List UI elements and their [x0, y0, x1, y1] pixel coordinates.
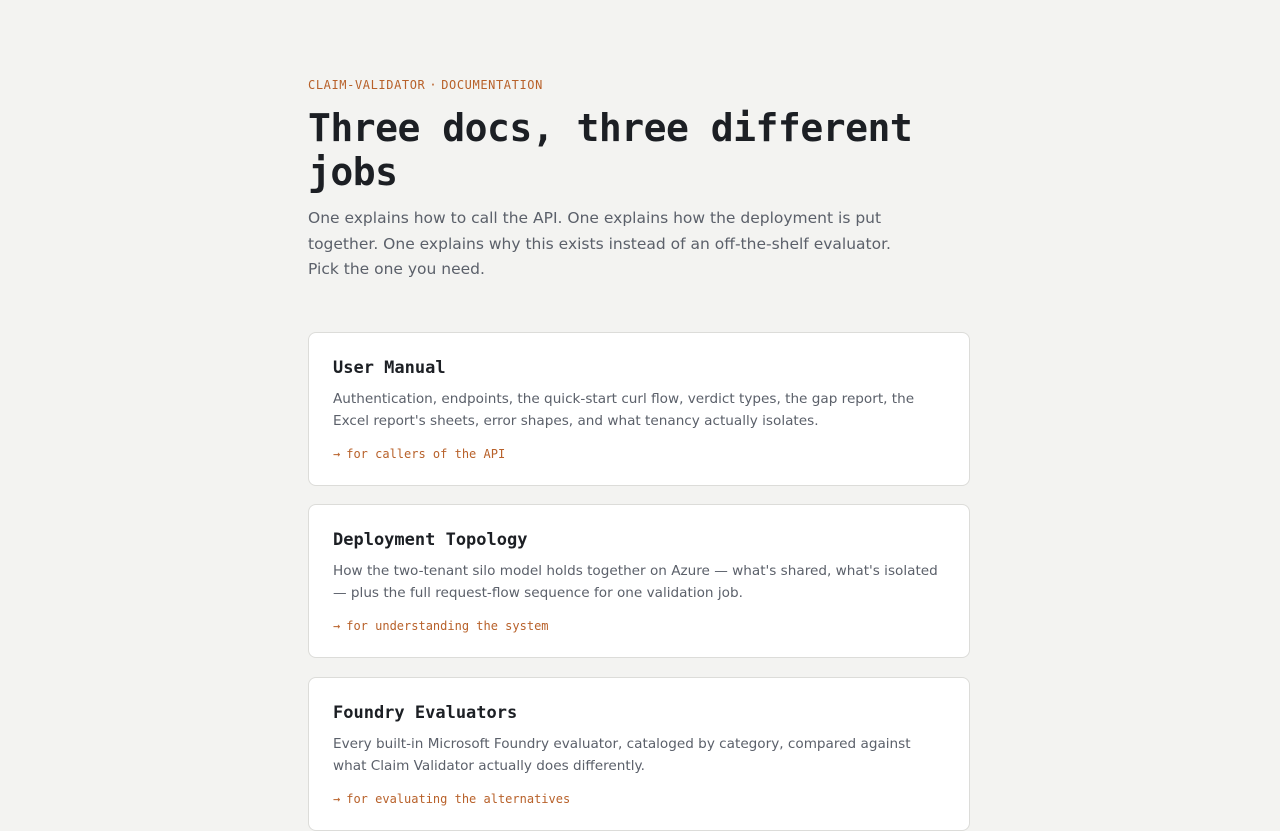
page-title: Three docs, three different jobs	[308, 106, 913, 194]
arrow-right-icon: →	[333, 619, 341, 633]
doc-card-title: User Manual	[333, 358, 446, 378]
doc-card-user-manual[interactable]	[308, 332, 970, 486]
arrow-right-icon: →	[333, 447, 341, 461]
doc-card-title: Foundry Evaluators	[333, 703, 518, 723]
doc-card-audience-link	[333, 791, 570, 807]
doc-card-description: Authentication, endpoints, the quick-start curl flow, verdict types, the gap report, the Excel report's sheets, error shapes, and what tenancy actually isolates.	[333, 391, 915, 429]
breadcrumb	[308, 78, 543, 92]
breadcrumb-section: DOCUMENTATION	[441, 78, 543, 92]
doc-card-deployment-topology[interactable]	[308, 504, 970, 658]
arrow-right-icon: →	[333, 792, 341, 806]
doc-card-description: How the two-tenant silo model holds together on Azure — what's shared, what's isolated — plus the full request-flow sequence for one validation job.	[333, 563, 938, 601]
page-intro: One explains how to call the API. One explains how the deployment is put together. One explains why this exists instead of an off-the-shelf evaluator. Pick the one you need.	[308, 209, 891, 278]
doc-card-audience-link	[333, 618, 549, 634]
breadcrumb-separator: ·	[429, 78, 438, 92]
doc-card-description: Every built-in Microsoft Foundry evaluator, cataloged by category, compared against what Claim Validator actually does differently.	[333, 736, 911, 774]
doc-card-audience: for callers of the API	[346, 447, 506, 461]
doc-card-audience: for understanding the system	[346, 619, 549, 633]
doc-card-audience: for evaluating the alternatives	[346, 792, 571, 806]
doc-card-audience-link	[333, 446, 505, 462]
breadcrumb-project: CLAIM-VALIDATOR	[308, 78, 426, 92]
doc-card-title: Deployment Topology	[333, 530, 528, 550]
doc-card-foundry-evaluators[interactable]	[308, 677, 970, 831]
